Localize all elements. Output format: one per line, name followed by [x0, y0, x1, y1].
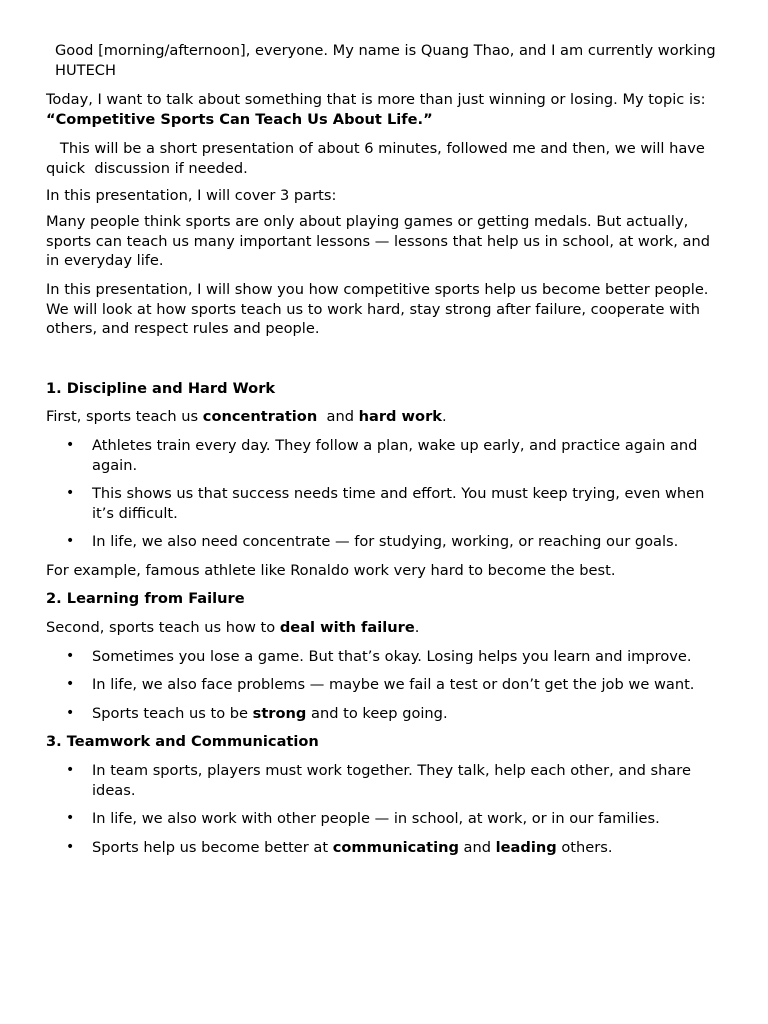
overview-paragraph: In this presentation, I will show you how competitive sports help us become better people. We will look at how sports teach us to work hard, stay strong after failure, cooperate with others, and respect rules and people.	[46, 280, 709, 338]
section-3-heading: 3. Teamwork and Communication	[46, 733, 319, 751]
cover-paragraph: In this presentation, I will cover 3 parts:	[46, 186, 337, 204]
section-2-list	[46, 647, 716, 724]
section-3-list	[46, 761, 716, 857]
list-item: • In life, we also work with other people — in school, at work, or in our families.	[66, 810, 660, 828]
intro-paragraph: Good [morning/afternoon], everyone. My name is Quang Thao, and I am currently working HUTECH	[55, 42, 716, 79]
bullet-icon: •	[66, 676, 75, 693]
section-2-lead: Second, sports teach us how to deal with failure.	[46, 619, 420, 637]
bullet-icon: •	[66, 762, 75, 779]
section-1-list	[46, 436, 716, 552]
section-1-example: For example, famous athlete like Ronaldo work very hard to become the best.	[46, 561, 616, 579]
section-1-heading: 1. Discipline and Hard Work	[46, 379, 276, 397]
bullet-icon: •	[66, 436, 75, 453]
section-1-lead: First, sports teach us concentration and hard work.	[46, 408, 447, 426]
duration-paragraph: This will be a short presentation of about 6 minutes, followed me and then, we will have quick discussion if needed.	[46, 140, 710, 177]
topic-paragraph	[46, 90, 716, 129]
list-item: • Sports teach us to be strong and to keep going.	[66, 704, 448, 722]
bullet-icon: •	[66, 704, 75, 721]
bullet-icon: •	[66, 647, 75, 664]
sports-lessons-paragraph: Many people think sports are only about playing games or getting medals. But actually, sports can teach us many important lessons — lessons that help us in school, at work, and in everyday life.	[46, 213, 710, 270]
topic-title: “Competitive Sports Can Teach Us About Life.”	[46, 110, 433, 128]
topic-intro-text: Today, I want to talk about something that is more than just winning or losing. My topic is:	[46, 91, 706, 109]
list-item: • In life, we also face problems — maybe we fail a test or don’t get the job we want.	[66, 676, 695, 694]
list-item: • This shows us that success needs time and effort. You must keep trying, even when it’s difficult.	[66, 485, 705, 522]
list-item: • Sports help us become better at communicating and leading others.	[66, 838, 613, 856]
list-item: • In life, we also need concentrate — for studying, working, or reaching our goals.	[66, 533, 679, 551]
bullet-icon: •	[66, 838, 75, 855]
list-item: • Sometimes you lose a game. But that’s okay. Losing helps you learn and improve.	[66, 647, 692, 665]
bullet-icon: •	[66, 810, 75, 827]
list-item: • Athletes train every day. They follow a plan, wake up early, and practice again and again.	[66, 436, 698, 474]
section-2-heading: 2. Learning from Failure	[46, 590, 245, 608]
list-item: • In team sports, players must work together. They talk, help each other, and share ideas.	[66, 762, 691, 799]
bullet-icon: •	[66, 485, 75, 502]
bullet-icon: •	[66, 533, 75, 550]
document-body	[46, 41, 716, 857]
